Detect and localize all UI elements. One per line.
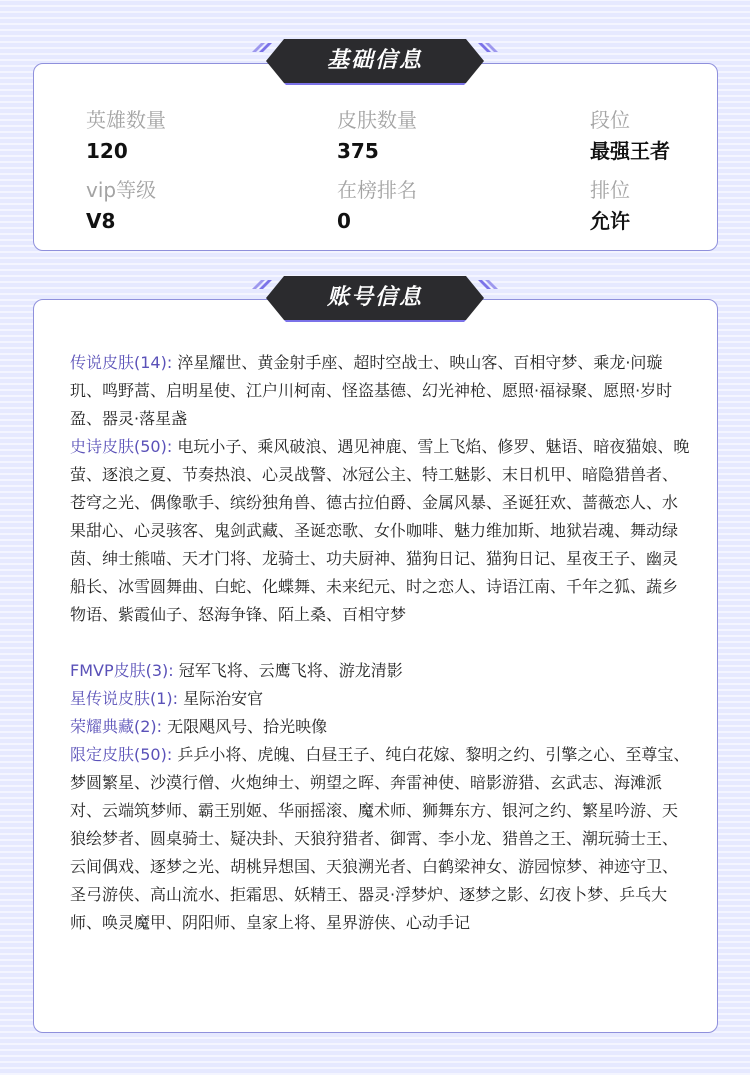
stat-ranked-allowed	[590, 177, 630, 234]
skin-list	[70, 349, 690, 937]
stat-hero-count	[86, 107, 166, 164]
section-title: 基础信息	[326, 48, 423, 73]
spacer	[70, 629, 690, 657]
skin-names: 淬星耀世、黄金射手座、超时空战士、映山客、百相守梦、乘龙·问璇玑、鸣野蒿、启明星使、江户川柯南、怪盗基德、幻光神枪、愿照·福禄聚、愿照·岁时盈、器灵·落星盏	[70, 353, 673, 428]
stat-value: 375	[337, 139, 379, 163]
skin-names: 电玩小子、乘风破浪、遇见神鹿、雪上飞焰、修罗、魅语、暗夜猫娘、晚萤、逐浪之夏、节奏热浪、心灵战警、冰冠公主、特工魅影、末日机甲、暗隐猎兽者、苍穹之光、偶像歌手、缤纷独角兽、德古拉伯爵、金属风暴、圣诞狂欢、蔷薇恋人、水果甜心、心灵骇客、鬼剑武藏、圣诞恋歌、女仆咖啡、魅力维加斯、地狱岩魂、舞动绿茵、绅士熊喵、天才门将、龙骑士、功夫厨神、猫狗日记、猫狗日记、星夜王子、幽灵船长、冰雪圆舞曲、白蛇、化蝶舞、未来纪元、时之恋人、诗语江南、千年之狐、蔬乡物语、紫霞仙子、怒海争锋、陌上桑、百相守梦	[70, 437, 690, 624]
skin-group-fmvp	[70, 657, 690, 685]
stat-value: 0	[337, 209, 351, 233]
stat-value: 允许	[590, 209, 630, 233]
stat-value: 120	[86, 139, 128, 163]
stat-leaderboard-rank	[337, 177, 417, 234]
basic-info-card	[33, 63, 718, 251]
skin-category-label: 传说皮肤(14):	[70, 353, 173, 372]
stat-skin-count	[337, 107, 417, 164]
account-info-banner	[248, 275, 502, 323]
skin-group-legendary	[70, 349, 690, 433]
stat-label: 在榜排名	[337, 178, 417, 202]
stat-label: 皮肤数量	[337, 108, 417, 132]
skin-names: 无限飓风号、拾光映像	[167, 717, 328, 736]
stat-value: V8	[86, 209, 116, 233]
skin-category-label: FMVP皮肤(3):	[70, 661, 174, 680]
skin-names: 冠军飞将、云鹰飞将、游龙清影	[178, 661, 403, 680]
stat-label: 排位	[590, 178, 630, 202]
skin-category-label: 荣耀典藏(2):	[70, 717, 163, 736]
skin-names: 星际治安官	[183, 689, 264, 708]
skin-category-label: 星传说皮肤(1):	[70, 689, 179, 708]
skin-category-label: 限定皮肤(50):	[70, 745, 173, 764]
stat-label: vip等级	[86, 178, 157, 202]
basic-info-banner	[248, 38, 502, 86]
account-info-card	[33, 299, 718, 1033]
skin-group-star-legend	[70, 685, 690, 713]
stat-vip-level	[86, 177, 156, 234]
skin-group-epic	[70, 433, 690, 629]
stat-label: 英雄数量	[86, 108, 166, 132]
skin-group-glory-collection	[70, 713, 690, 741]
section-title: 账号信息	[326, 285, 423, 310]
stat-label: 段位	[590, 108, 630, 132]
skin-group-limited	[70, 741, 690, 937]
skin-names: 乒乒小将、虎魄、白昼王子、纯白花嫁、黎明之约、引擎之心、至尊宝、梦圆繁星、沙漠行僧、火炮绅士、朔望之晖、奔雷神使、暗影游猎、玄武志、海滩派对、云端筑梦师、霸王别姬、华丽摇滚、魔术师、狮舞东方、银河之约、繁星吟游、天狼绘梦者、圆桌骑士、疑决卦、天狼狩猎者、御霄、李小龙、猎兽之王、潮玩骑士王、云间偶戏、逐梦之光、胡桃异想国、天狼溯光者、白鹤梁神女、游园惊梦、神迹守卫、圣弓游侠、高山流水、拒霜思、妖精王、器灵·浮梦炉、逐梦之影、幻夜卜梦、乒乓大师、唤灵魔甲、阴阳师、皇家上将、星界游侠、心动手记	[70, 745, 690, 932]
stat-rank-tier	[590, 107, 670, 164]
stat-value: 最强王者	[590, 139, 670, 163]
skin-category-label: 史诗皮肤(50):	[70, 437, 173, 456]
